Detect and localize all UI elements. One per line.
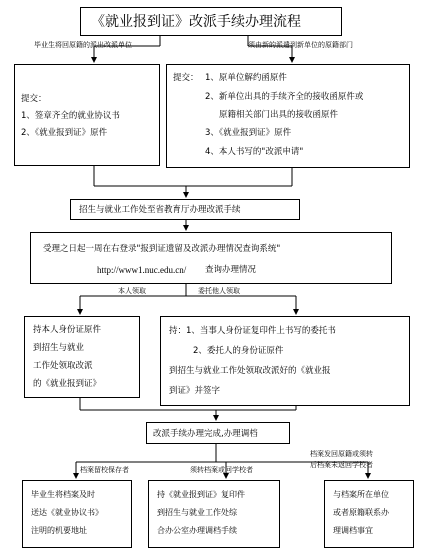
left-box-heading: 提交： xyxy=(21,94,47,104)
right-box-heading: 提交： xyxy=(173,73,199,83)
complete-box xyxy=(146,422,290,444)
bottom-right-line: 理调档事宜 xyxy=(333,526,373,535)
archive-right-label: 档案发回原籍或须转 xyxy=(310,450,373,458)
bottom-mid-box xyxy=(148,480,280,548)
left-box-item: 1、签章齐全的就业协议书 xyxy=(21,111,120,121)
bottom-right-line: 与档案所在单位 xyxy=(333,490,389,499)
self-box-line: 到招生与就业 xyxy=(33,343,85,353)
self-box-line: 工作处领取改派 xyxy=(33,361,93,371)
submit-province-text: 招生与就业工作处至省教育厅办理改派手续 xyxy=(79,205,241,215)
archive-mid-label: 须转档案或回学校者 xyxy=(190,466,253,474)
bottom-left-line: 送达《就业协议书》 xyxy=(31,508,103,517)
complete-text: 改派手续办理完成,办理调档 xyxy=(153,429,258,439)
submit-province-box xyxy=(70,199,300,220)
bottom-left-line: 毕业生将档案及时 xyxy=(31,490,95,499)
proxy-collect-box xyxy=(160,316,410,406)
query-box xyxy=(30,232,392,284)
proxy-box-line: 持：1、当事人身份证复印件上书写的委托书 xyxy=(169,326,336,336)
right-box-item: 1、原单位解约函原件 xyxy=(205,73,287,83)
branch-left-label: 毕业生将回原籍的派出改派单位 xyxy=(34,41,132,49)
bottom-mid-line: 合办公室办理调档手续 xyxy=(157,526,237,535)
right-box-item: 2、新单位出具的手续齐全的接收函原件或 xyxy=(205,92,364,102)
proxy-box-line: 2、委托人的身份证原件 xyxy=(193,346,284,356)
archive-right-label: 后档案未返回学校者 xyxy=(310,461,373,469)
bottom-left-box xyxy=(22,480,132,548)
query-line: 受理之日起一周在右登录"报到证遗留及改派办理情况查询系统" xyxy=(43,244,281,254)
bottom-right-box xyxy=(324,480,414,548)
self-collect-box xyxy=(24,316,140,398)
submit-left-box xyxy=(14,64,160,166)
bottom-mid-line: 持《就业报到证》复印件 xyxy=(157,490,245,499)
proxy-box-line: 到招生与就业工作处领取改派好的《就业报 xyxy=(169,366,331,376)
right-box-item: 4、本人书写的"改派申请" xyxy=(205,147,304,157)
right-box-item: 原籍相关部门出具的接收函原件 xyxy=(219,110,339,120)
bottom-mid-line: 到招生与就业工作处综 xyxy=(157,508,237,517)
self-box-line: 持本人身份证原件 xyxy=(33,325,102,335)
proxy-box-line: 到证》并签字 xyxy=(169,386,221,396)
query-url: http://www1.nuc.edu.cn/ xyxy=(97,265,187,275)
self-box-line: 的《就业报到证》 xyxy=(33,379,102,389)
bottom-right-line: 或者原籍联系办 xyxy=(333,508,389,517)
query-url-suffix: 查询办理情况 xyxy=(205,265,257,275)
archive-left-label: 档案留校保存者 xyxy=(80,466,129,474)
left-box-item: 2、《就业报到证》原件 xyxy=(21,128,108,138)
title-box xyxy=(80,7,342,36)
right-box-item: 3、《就业报到证》原件 xyxy=(205,128,292,138)
page-title: 《就业报到证》改派手续办理流程 xyxy=(91,14,301,30)
self-collect-label: 本人领取 xyxy=(118,287,146,295)
branch-right-label: 须由新的派遣到新单位的原籍部门 xyxy=(248,41,353,49)
bottom-left-line: 注明的机要地址 xyxy=(31,526,87,535)
submit-right-box xyxy=(166,64,410,168)
proxy-collect-label: 委托他人领取 xyxy=(198,287,240,295)
